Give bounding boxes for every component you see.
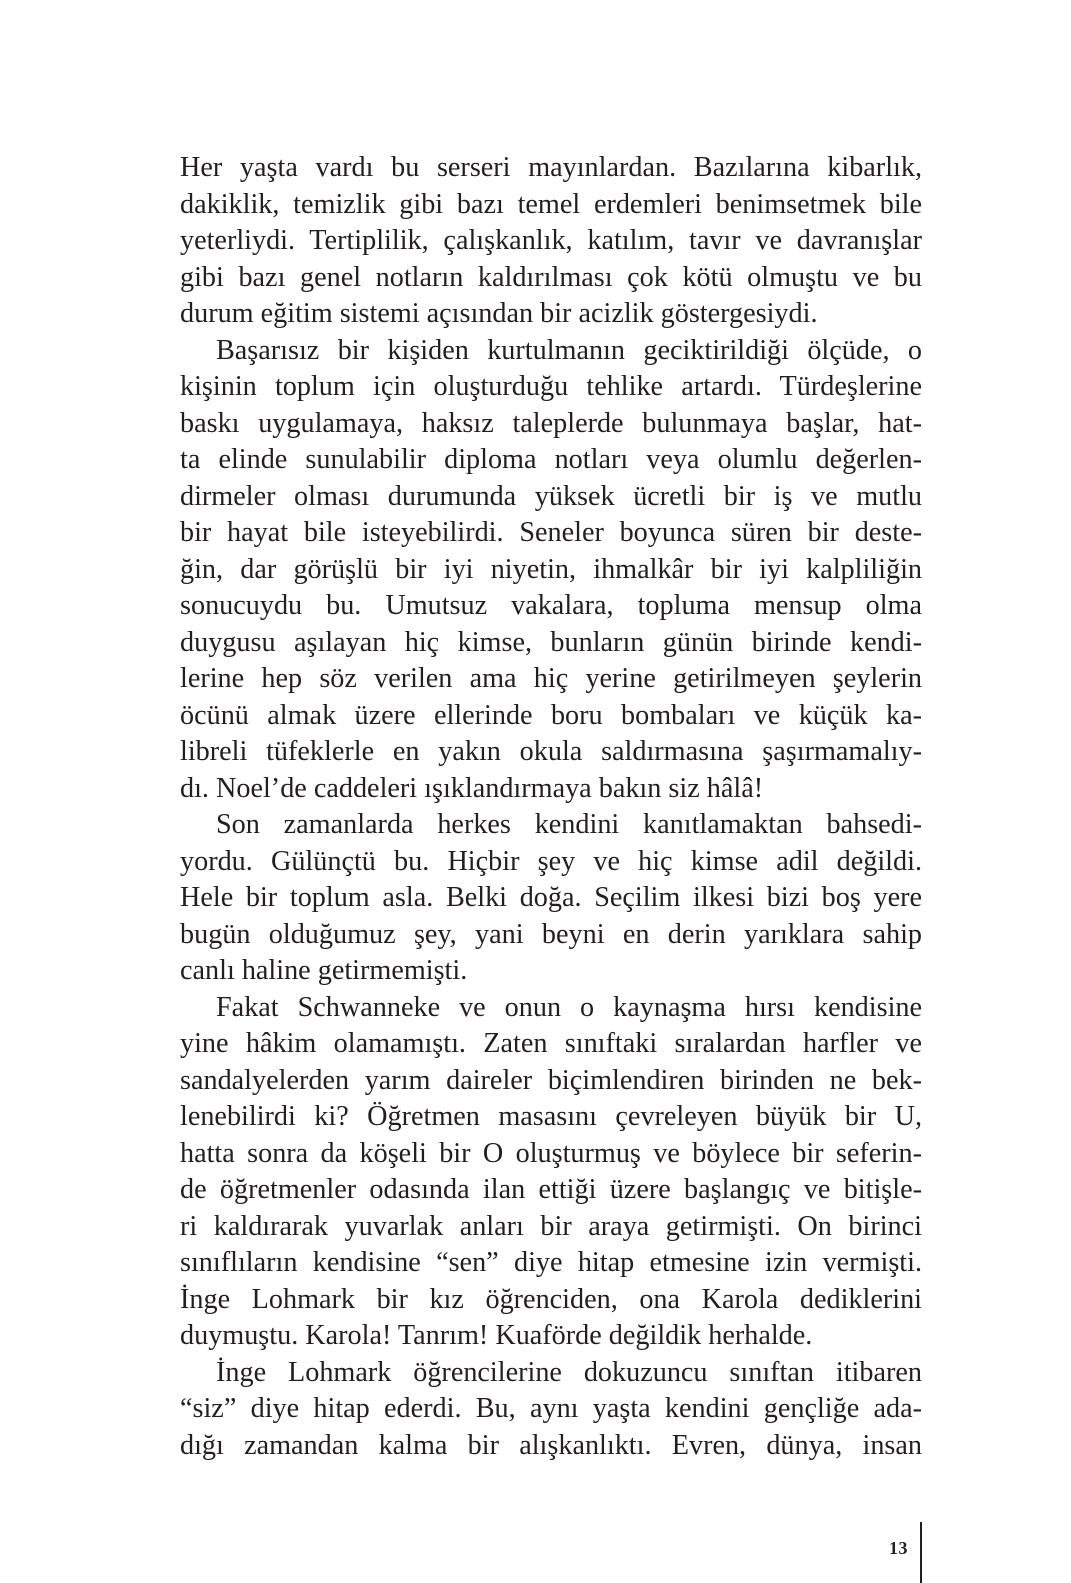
text-line: duygusu aşılayan hiç kimse, bunların günün birinde kendi- — [180, 626, 922, 658]
text-line: durum eğitim sistemi açısından bir acizlik göstergesiydi. — [180, 298, 818, 329]
text-line: bugün olduğumuz şey, yani beyni en derin yarıklara sahip — [180, 918, 922, 950]
text-line: “siz” diye hitap ederdi. Bu, aynı yaşta kendini gençliğe ada- — [180, 1393, 922, 1424]
text-line: yeterliydi. Tertiplilik, çalışkanlık, katılım, tavır ve davranışlar — [180, 225, 922, 256]
text-line: Hele bir toplum asla. Belki doğa. Seçilim ilkesi bizi boş yere — [180, 882, 922, 913]
text-line: sandalyelerden yarım daireler biçimlendiren birinden ne bek- — [180, 1064, 922, 1096]
text-line: ri kaldırarak yuvarlak anları bir araya getirmişti. On birinci — [180, 1210, 922, 1242]
text-line: ğin, dar görüşlü bir iyi niyetin, ihmalkâr bir iyi kalpliliğin — [180, 553, 922, 585]
page-margin-rule — [920, 1522, 922, 1583]
page-number: 13 — [889, 1538, 908, 1558]
page-body-text — [180, 150, 922, 1464]
text-line: İnge Lohmark bir kız öğrenciden, ona Karola dediklerini — [180, 1283, 922, 1315]
text-line: dı. Noel’de caddeleri ışıklandırmaya bakın siz hâlâ! — [180, 772, 764, 804]
text-line: baskı uygulamaya, haksız taleplerde bulunmaya başlar, hat- — [180, 407, 922, 439]
text-line: hatta sonra da köşeli bir O oluşturmuş ve böylece bir seferin- — [180, 1137, 922, 1169]
text-line: dakiklik, temizlik gibi bazı temel erdemleri benimsetmek bile — [180, 188, 922, 220]
text-line: lerine hep söz verilen ama hiç yerine getirilmeyen şeylerin — [180, 663, 922, 694]
text-line: duymuştu. Karola! Tanrım! Kuaförde değildik herhalde. — [180, 1320, 813, 1351]
text-line: libreli tüfeklerle en yakın okula saldırmasına şaşırmamalıy- — [180, 736, 922, 767]
text-line: kişinin toplum için oluşturduğu tehlike artardı. Türdeşlerine — [180, 371, 922, 402]
text-line: bir hayat bile isteyebilirdi. Seneler boyunca süren bir deste- — [180, 517, 922, 548]
paragraph — [180, 807, 922, 990]
paragraph — [180, 150, 922, 333]
text-line: sınıflıların kendisine “sen” diye hitap etmesine izin vermişti. — [180, 1247, 922, 1278]
paragraph — [180, 1355, 922, 1465]
text-line: Fakat Schwanneke ve onun o kaynaşma hırsı kendisine — [216, 991, 922, 1023]
text-line: İnge Lohmark öğrencilerine dokuzuncu sınıftan itibaren — [216, 1356, 922, 1388]
text-line: Her yaşta vardı bu serseri mayınlardan. Bazılarına kibarlık, — [180, 152, 922, 183]
paragraph — [180, 333, 922, 808]
text-line: yordu. Gülünçtü bu. Hiçbir şey ve hiç kimse adil değildi. — [180, 845, 922, 877]
text-line: Son zamanlarda herkes kendini kanıtlamaktan bahsedi- — [216, 809, 922, 840]
text-line: dığı zamandan kalma bir alışkanlıktı. Evren, dünya, insan — [180, 1429, 922, 1461]
text-line: de öğretmenler odasında ilan ettiği üzere başlangıç ve bitişle- — [180, 1174, 922, 1205]
text-line: lenebilirdi ki? Öğretmen masasını çevreleyen büyük bir U, — [180, 1101, 922, 1132]
paragraph — [180, 990, 922, 1355]
text-line: gibi bazı genel notların kaldırılması çok kötü olmuştu ve bu — [180, 261, 922, 293]
text-line: canlı haline getirmemişti. — [180, 955, 468, 986]
text-line: sonucuydu bu. Umutsuz vakalara, topluma mensup olma — [180, 590, 922, 621]
text-line: öcünü almak üzere ellerinde boru bombaları ve küçük ka- — [180, 699, 922, 731]
text-line: Başarısız bir kişiden kurtulmanın geciktirildiği ölçüde, o — [216, 334, 922, 366]
text-line: dirmeler olması durumunda yüksek ücretli bir iş ve mutlu — [180, 480, 922, 512]
text-line: yine hâkim olamamıştı. Zaten sınıftaki sıralardan harfler ve — [180, 1028, 922, 1059]
text-line: ta elinde sunulabilir diploma notları veya olumlu değerlen- — [180, 444, 922, 475]
